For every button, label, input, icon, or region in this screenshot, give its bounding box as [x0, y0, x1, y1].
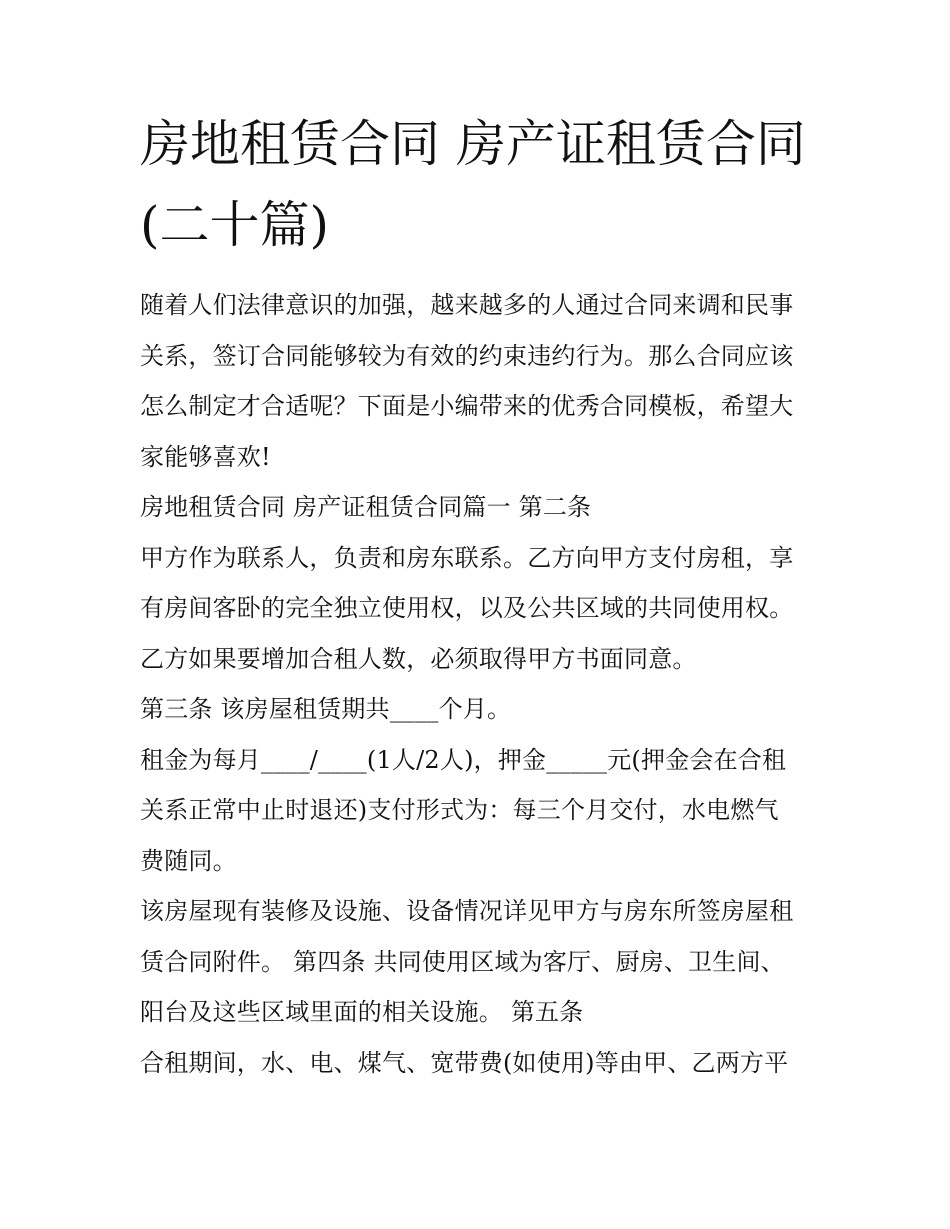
body-line: 乙方如果要增加合租人数，必须取得甲方书面同意。 — [140, 644, 697, 673]
section-heading: 房地租赁合同 房产证租赁合同篇一 第二条 — [140, 493, 592, 521]
body-line: 第三条 该房屋租赁期共____个月。 — [140, 695, 512, 723]
body-line: 家能够喜欢! — [140, 442, 271, 471]
document-body — [140, 280, 820, 1088]
body-line: 甲方作为联系人，负责和房东联系。乙方向甲方支付房租，享 — [140, 543, 794, 572]
body-line: 关系正常中止时退还)支付形式为：每三个月交付，水电燃气 — [140, 796, 779, 824]
body-line: 怎么制定才合适呢？下面是小编带来的优秀合同模板，希望大 — [140, 392, 794, 420]
body-line: 合租期间，水、电、煤气、宽带费(如使用)等由甲、乙两方平 — [140, 1048, 789, 1077]
document-page — [140, 104, 820, 1088]
body-line: 关系，签订合同能够较为有效的约束违约行为。那么合同应该 — [140, 341, 794, 370]
body-line: 该房屋现有装修及设施、设备情况详见甲方与房东所签房屋租 — [140, 897, 794, 925]
body-line: 赁合同附件。 第四条 共同使用区域为客厅、厨房、卫生间、 — [140, 947, 785, 976]
body-line: 费随同。 — [140, 846, 237, 875]
body-line: 有房间客卧的完全独立使用权，以及公共区域的共同使用权。 — [140, 594, 794, 622]
body-line: 租金为每月____/____(1人/2人)，押金_____元(押金会在合租 — [140, 745, 787, 774]
body-line: 随着人们法律意识的加强，越来越多的人通过合同来调和民事 — [140, 291, 794, 319]
title-line-2: (二十篇) — [140, 196, 330, 254]
body-line: 阳台及这些区域里面的相关设施。 第五条 — [140, 998, 584, 1026]
title-line-1: 房地租赁合同 房产证租赁合同 — [140, 115, 806, 173]
document-title — [140, 104, 820, 266]
